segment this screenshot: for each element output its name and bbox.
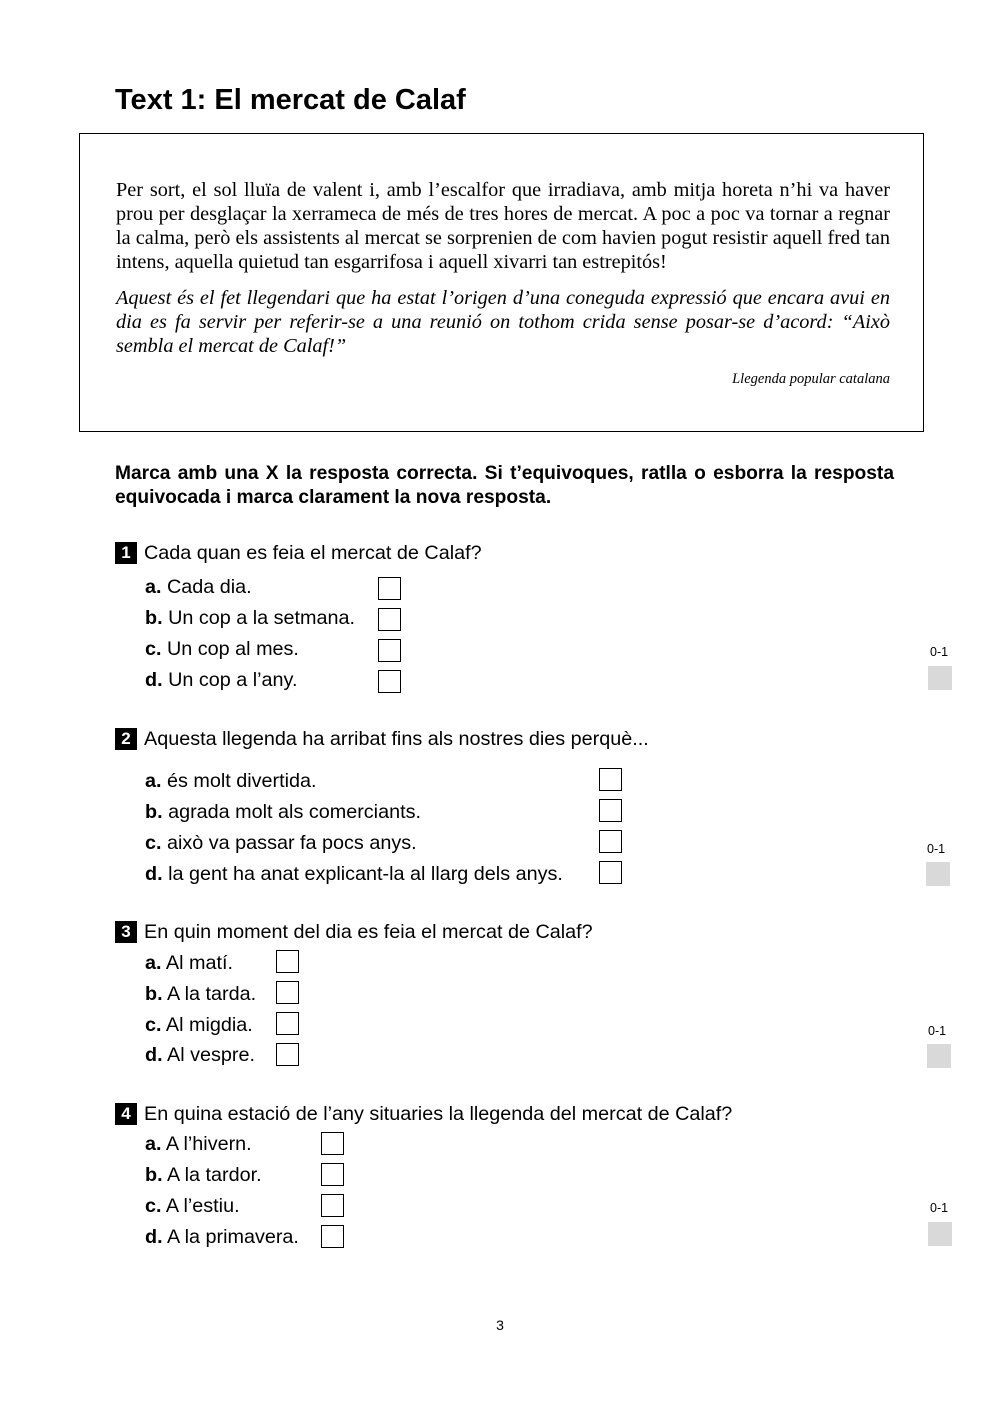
question-2 — [115, 726, 915, 885]
option-a: a. Cada dia. — [145, 576, 252, 598]
score-label-1: 0-1 — [930, 645, 949, 659]
answer-checkbox-d[interactable] — [321, 1225, 344, 1248]
question-3 — [115, 919, 915, 1066]
answer-checkbox-b[interactable] — [378, 608, 401, 631]
question-number-badge: 1 — [115, 542, 137, 564]
question-text: En quin moment del dia es feia el mercat de Calaf? — [144, 921, 593, 943]
question-number-badge: 4 — [115, 1103, 137, 1125]
reading-paragraph-1: Per sort, el sol lluïa de valent i, amb l’escalfor que irradiava, amb mitja horeta n’hi va haver prou per desglaçar la xerrameca de més de tres hores de mercat. A poc a poc va tornar a regnar la calma, però els assistents al mercat se sorprenien de com havien pogut resistir aquell fred tan intens, aquella quietud tan esgarrifosa i aquell xivarri tan estrepitós! — [116, 179, 890, 273]
score-box-2 — [926, 862, 950, 886]
question-text: En quina estació de l’any situaries la llegenda del mercat de Calaf? — [144, 1103, 733, 1125]
question-1 — [115, 540, 915, 691]
option-b: b. agrada molt als comerciants. — [145, 801, 421, 823]
question-text: Aquesta llegenda ha arribat fins als nostres dies perquè... — [144, 728, 649, 750]
answer-checkbox-d[interactable] — [378, 670, 401, 693]
reading-text-box — [79, 133, 924, 432]
page-title: Text 1: El mercat de Calaf — [115, 84, 466, 116]
option-c: c. A l’estiu. — [145, 1195, 240, 1217]
page-number: 3 — [496, 1317, 504, 1333]
answer-checkbox-b[interactable] — [321, 1163, 344, 1186]
option-c: c. això va passar fa pocs anys. — [145, 832, 417, 854]
score-label-4: 0-1 — [930, 1201, 949, 1215]
answer-checkbox-a[interactable] — [599, 768, 622, 791]
score-box-1 — [928, 666, 952, 690]
option-c: c. Al migdia. — [145, 1014, 253, 1036]
answer-checkbox-d[interactable] — [276, 1043, 299, 1066]
answer-checkbox-c[interactable] — [378, 639, 401, 662]
option-d: d. Un cop a l’any. — [145, 669, 298, 691]
option-b: b. Un cop a la setmana. — [145, 607, 356, 629]
question-4 — [115, 1101, 915, 1248]
reading-source: Llegenda popular catalana — [732, 371, 890, 387]
answer-checkbox-c[interactable] — [599, 830, 622, 853]
answer-checkbox-c[interactable] — [321, 1194, 344, 1217]
score-label-3: 0-1 — [928, 1024, 947, 1038]
question-text: Cada quan es feia el mercat de Calaf? — [144, 542, 482, 564]
score-label-2: 0-1 — [927, 842, 946, 856]
answer-checkbox-a[interactable] — [276, 950, 299, 973]
option-d: d. la gent ha anat explicant-la al llarg dels anys. — [145, 863, 563, 885]
answer-checkbox-d[interactable] — [599, 861, 622, 884]
question-number-badge: 3 — [115, 921, 137, 943]
option-a: a. Al matí. — [145, 952, 233, 974]
option-d: d. Al vespre. — [145, 1044, 255, 1066]
answer-checkbox-c[interactable] — [276, 1012, 299, 1035]
score-box-4 — [928, 1222, 952, 1246]
option-d: d. A la primavera. — [145, 1226, 299, 1248]
instructions: Marca amb una X la resposta correcta. Si t’equivoques, ratlla o esborra la resposta equivocada i marca clarament la nova resposta. — [115, 463, 894, 508]
answer-checkbox-a[interactable] — [378, 577, 401, 600]
option-b: b. A la tarda. — [145, 983, 257, 1005]
option-a: a. és molt divertida. — [145, 770, 317, 792]
question-number-badge: 2 — [115, 728, 137, 750]
option-a: a. A l’hivern. — [145, 1133, 252, 1155]
answer-checkbox-b[interactable] — [599, 799, 622, 822]
answer-checkbox-a[interactable] — [321, 1132, 344, 1155]
option-b: b. A la tardor. — [145, 1164, 262, 1186]
score-box-3 — [927, 1044, 951, 1068]
option-c: c. Un cop al mes. — [145, 638, 299, 660]
answer-checkbox-b[interactable] — [276, 981, 299, 1004]
reading-paragraph-2: Aquest és el fet llegendari que ha estat l’origen d’una coneguda expressió que encara avui en dia es fa servir per referir-se a una reunió on tothom crida sense posar-se d’acord: “Això sembla el mercat de Calaf!” — [116, 287, 890, 357]
